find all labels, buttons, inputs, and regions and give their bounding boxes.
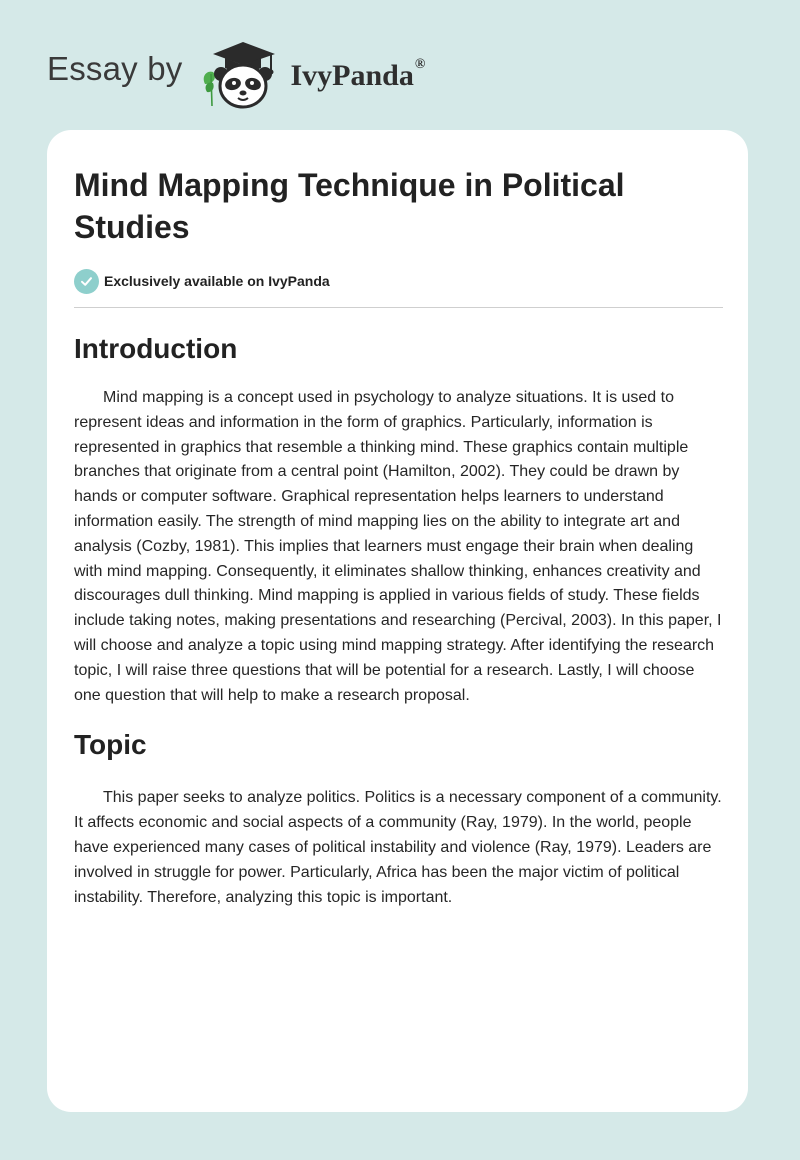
section-heading-topic: Topic: [74, 729, 147, 761]
site-header: [47, 34, 425, 114]
check-icon: [74, 269, 99, 294]
divider: [74, 307, 723, 308]
brand-name[interactable]: [291, 59, 426, 93]
essay-by-label: Essay by: [47, 50, 183, 87]
essay-content: [74, 164, 724, 910]
essay-card: [47, 130, 748, 1112]
section-paragraph-introduction: Mind mapping is a concept used in psychology to analyze situations. It is used to represent ideas and information in the form of graphics. Particularly, information is represented in graphics that resemble a thinking mind. These graphics contain multiple branches that originate from a central point (Hamilton, 2002). They could be drawn by hands or computer software. Graphical representation helps learners to understand information easily. The strength of mind mapping lies on the ability to integrate art and analysis (Cozby, 1981). This implies that learners must engage their brain when dealing with mind mapping. Consequently, it eliminates shallow thinking, enhances creativity and discourages dull thinking. Mind mapping is applied in various fields of study. These fields include taking notes, making presentations and researching (Percival, 2003). In this paper, I will choose and analyze a topic using mind mapping strategy. After identifying the research topic, I will raise three questions that will be potential for a research. Lastly, I will choose one question that will help to make a research proposal.: [74, 389, 722, 704]
page-title: Mind Mapping Technique in Political Studies: [74, 167, 625, 245]
brand-text: IvyPanda: [290, 59, 414, 92]
registered-mark: ®: [414, 57, 426, 72]
section-paragraph-topic: This paper seeks to analyze politics. Politics is a necessary component of a community. It affects economic and social aspects of a community (Ray, 1979). In the world, people have experienced many cases of political instability and violence (Ray, 1979). Leaders are involved in struggle for power. Particularly, Africa has been the major victim of political instability. Therefore, analyzing this topic is important.: [74, 789, 722, 906]
section-heading-introduction: Introduction: [74, 333, 238, 364]
exclusive-badge: [74, 268, 724, 294]
panda-graduate-icon: [199, 36, 283, 112]
exclusive-badge-label: Exclusively available on IvyPanda: [104, 273, 330, 289]
